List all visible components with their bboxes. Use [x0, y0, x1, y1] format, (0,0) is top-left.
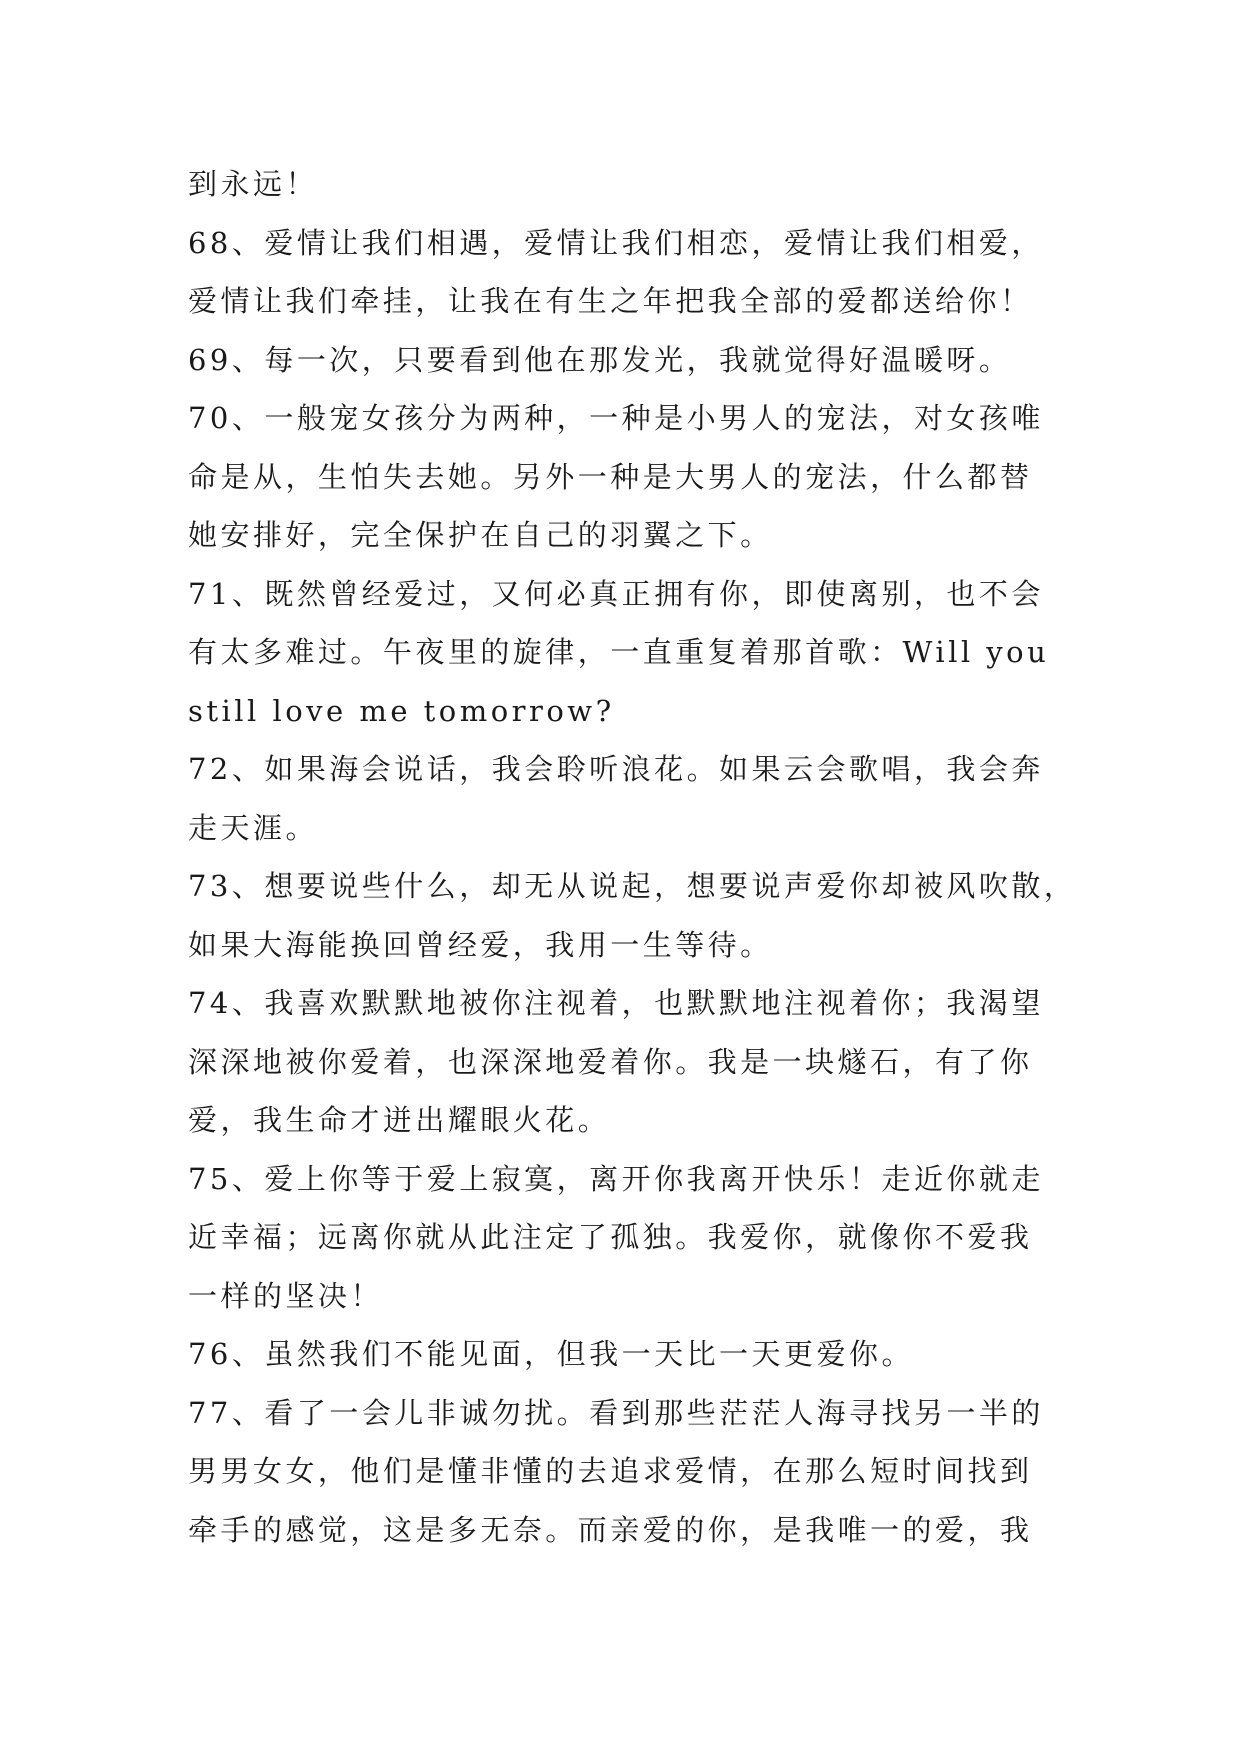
text-line: 如果大海能换回曾经爱，我用一生等待。 [188, 927, 773, 962]
text-line: 72、如果海会说话，我会聆听浪花。如果云会歌唱，我会奔 [188, 752, 1044, 786]
text-line: 她安排好，完全保护在自己的羽翼之下。 [188, 518, 773, 552]
text-line: 一样的坚决！ [188, 1278, 383, 1313]
text-line: 69、每一次，只要看到他在那发光，我就觉得好温暖呀。 [188, 342, 1012, 377]
text-line: 爱，我生命才迸出耀眼火花。 [188, 1103, 611, 1137]
text-line: 有太多难过。午夜里的旋律，一直重复着那首歌：Will you [188, 635, 1050, 669]
text-line: 70、一般宠女孩分为两种，一种是小男人的宠法，对女孩唯 [188, 401, 1044, 435]
document-body [188, 155, 1077, 1559]
text-line: 73、想要说些什么，却无从说起，想要说声爱你却被风吹散， [188, 869, 1077, 903]
text-line: 68、爱情让我们相遇，爱情让我们相恋，爱情让我们相爱， [188, 225, 1044, 260]
text-line: 76、虽然我们不能见面，但我一天比一天更爱你。 [188, 1337, 914, 1371]
text-line: 到永远！ [188, 167, 318, 201]
text-line: 命是从，生怕失去她。另外一种是大男人的宠法，什么都替 [188, 459, 1033, 494]
text-line: still love me tomorrow? [188, 693, 615, 728]
text-line: 71、既然曾经爱过，又何必真正拥有你，即使离别，也不会 [188, 576, 1044, 611]
text-line: 爱情让我们牵挂，让我在有生之年把我全部的爱都送给你！ [188, 284, 1033, 318]
text-line: 深深地被你爱着，也深深地爱着你。我是一块燧石，有了你 [188, 1044, 1033, 1079]
text-line: 75、爱上你等于爱上寂寞，离开你我离开快乐！走近你就走 [188, 1161, 1044, 1196]
text-line: 74、我喜欢默默地被你注视着，也默默地注视着你；我渴望 [188, 986, 1044, 1020]
text-line: 77、看了一会儿非诚勿扰。看到那些茫茫人海寻找另一半的 [188, 1395, 1044, 1430]
text-line: 男男女女，他们是懂非懂的去追求爱情，在那么短时间找到 [188, 1454, 1033, 1488]
text-line: 近幸福；远离你就从此注定了孤独。我爱你，就像你不爱我 [188, 1220, 1033, 1254]
text-line: 牵手的感觉，这是多无奈。而亲爱的你，是我唯一的爱，我 [188, 1512, 1033, 1547]
text-line: 走天涯。 [188, 810, 318, 845]
